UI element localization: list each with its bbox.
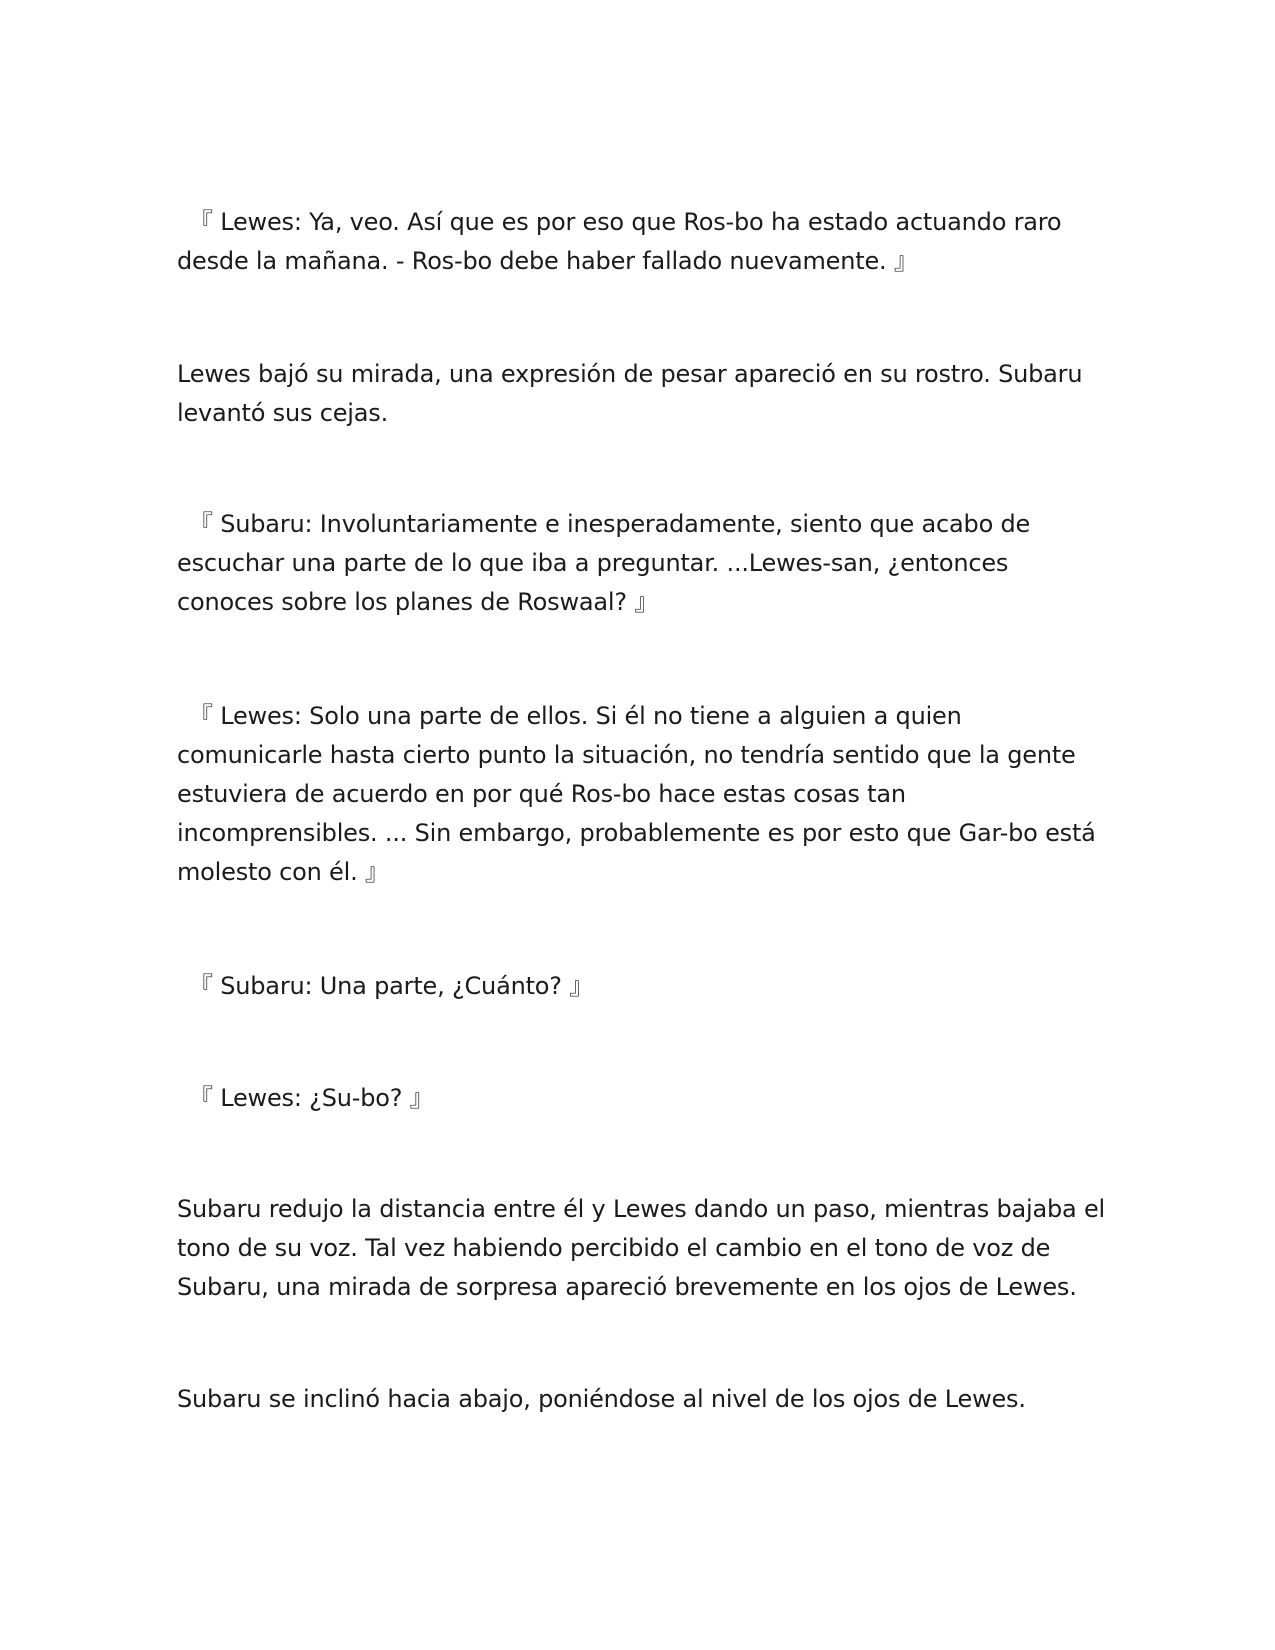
narration-paragraph-2: Subaru redujo la distancia entre él y Lewes dando un paso, mientras bajaba el tono de su voz. Tal vez habiendo percibido el cambio en el tono de voz de Subaru, una mirada de sorpresa apareció brevemente en los ojos de Lewes. [177,1195,1106,1301]
dialogue-lewes-3: 『 Lewes: ¿Su-bo? 』 [189,1084,434,1112]
dialogue-lewes-2: 『 Lewes: Solo una parte de ellos. Si él no tiene a alguien a quien comunicarle hasta cierto punto la situación, no tendría sentido que la gente estuviera de acuerdo en por qué Ros-bo hace estas cosas tan incomprensibles. ... Sin embargo, probablemente es por esto que Gar-bo está molesto con él. 』 [177,702,1096,886]
narration-paragraph-1: Lewes bajó su mirada, una expresión de pesar apareció en su rostro. Subaru levantó sus cejas. [177,360,1083,427]
dialogue-lewes-1: 『 Lewes: Ya, veo. Así que es por eso que Ros-bo ha estado actuando raro desde la mañana. - Ros-bo debe haber fallado nuevamente. 』 [177,208,1062,275]
dialogue-subaru-1: 『 Subaru: Involuntariamente e inesperadamente, siento que acabo de escuchar una parte de lo que iba a preguntar. ...Lewes-san, ¿entonces conoces sobre los planes de Roswaal? 』 [177,510,1031,616]
dialogue-subaru-2: 『 Subaru: Una parte, ¿Cuánto? 』 [189,972,594,1000]
narration-paragraph-3: Subaru se inclinó hacia abajo, poniéndose al nivel de los ojos de Lewes. [177,1385,1026,1413]
